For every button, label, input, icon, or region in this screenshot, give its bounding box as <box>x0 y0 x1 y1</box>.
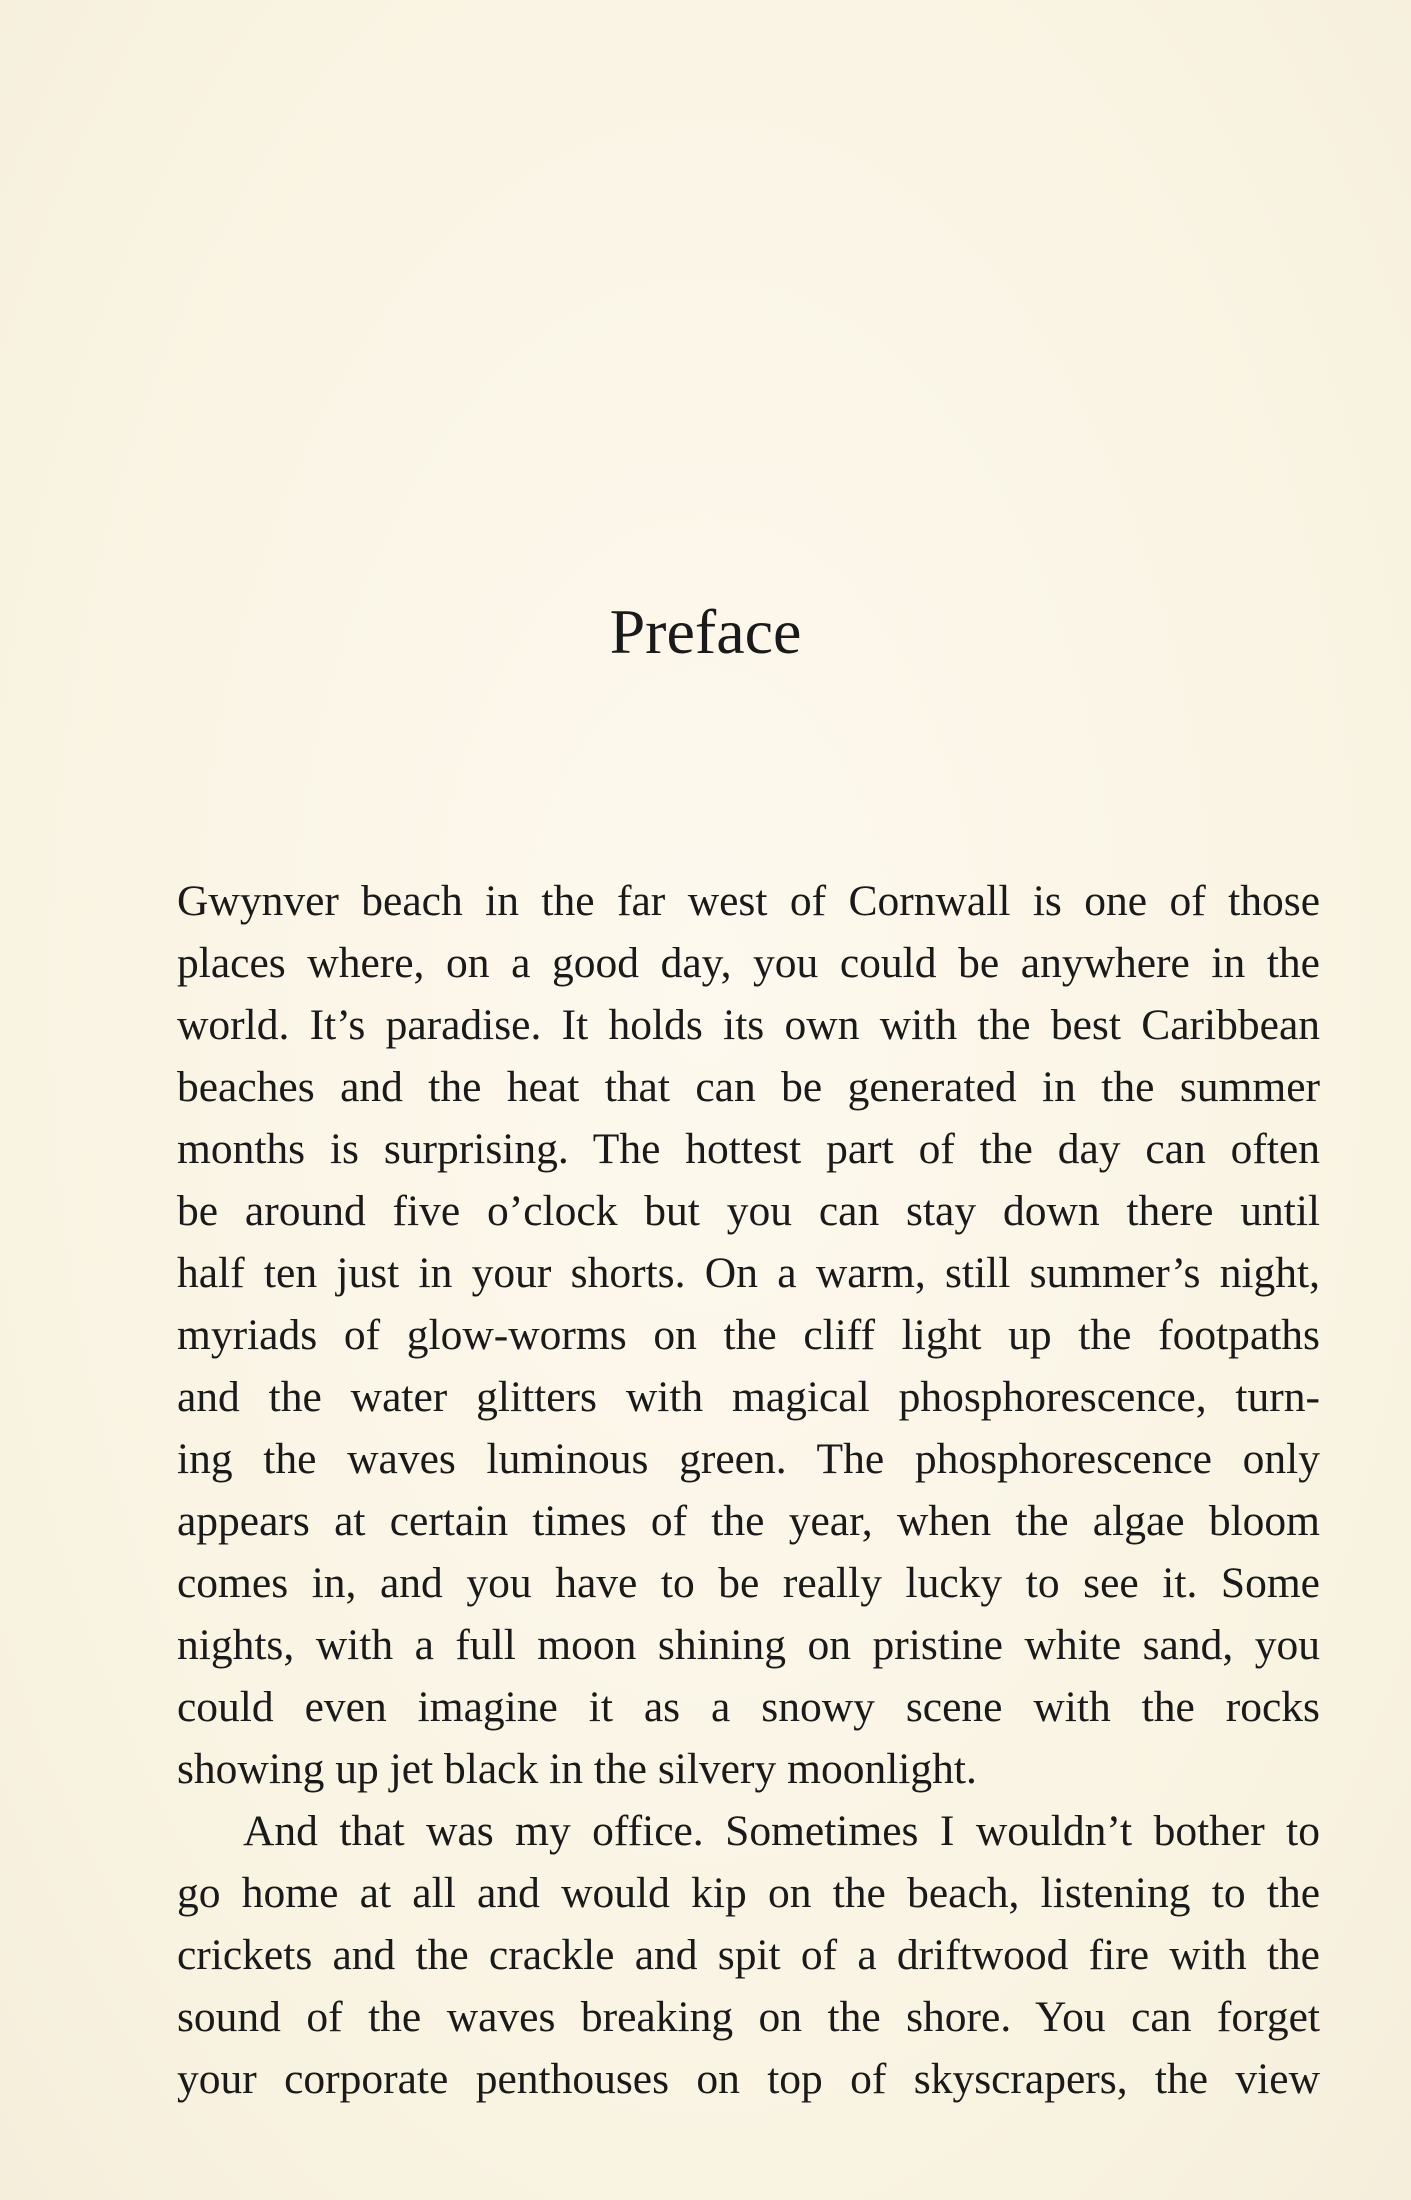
body-text <box>177 870 1320 2110</box>
text-line: crickets and the crackle and spit of a driftwood fire with the <box>177 1931 1320 1979</box>
text-line: sound of the waves breaking on the shore. You can forget <box>177 1993 1320 2041</box>
text-line: And that was my office. Sometimes I wouldn’t bother to <box>243 1807 1320 1855</box>
text-line: myriads of glow-worms on the cliff light up the footpaths <box>177 1311 1320 1359</box>
text-line: showing up jet black in the silvery moonlight. <box>177 1745 977 1793</box>
text-line: appears at certain times of the year, when the algae bloom <box>177 1497 1320 1545</box>
paragraph-2 <box>177 1800 1320 2110</box>
text-line: could even imagine it as a snowy scene with the rocks <box>177 1683 1320 1731</box>
text-line: comes in, and you have to be really lucky to see it. Some <box>177 1559 1320 1607</box>
text-line: be around five o’clock but you can stay down there until <box>177 1187 1320 1235</box>
chapter-title: Preface <box>609 596 802 667</box>
text-line: your corporate penthouses on top of skyscrapers, the view <box>177 2055 1320 2103</box>
text-line: nights, with a full moon shining on pristine white sand, you <box>177 1621 1320 1669</box>
text-line: months is surprising. The hottest part of the day can often <box>177 1125 1320 1173</box>
text-line: beaches and the heat that can be generated in the summer <box>177 1063 1320 1111</box>
paragraph-1 <box>177 870 1320 1800</box>
text-line: ing the waves luminous green. The phosphorescence only <box>177 1435 1320 1483</box>
text-line: Gwynver beach in the far west of Cornwall is one of those <box>177 877 1320 925</box>
text-line: and the water glitters with magical phosphorescence, turn- <box>177 1373 1320 1421</box>
text-line: go home at all and would kip on the beach, listening to the <box>177 1869 1320 1917</box>
text-line: places where, on a good day, you could be anywhere in the <box>177 939 1320 987</box>
text-line: half ten just in your shorts. On a warm, still summer’s night, <box>177 1249 1320 1297</box>
text-line: world. It’s paradise. It holds its own with the best Caribbean <box>177 1001 1320 1049</box>
